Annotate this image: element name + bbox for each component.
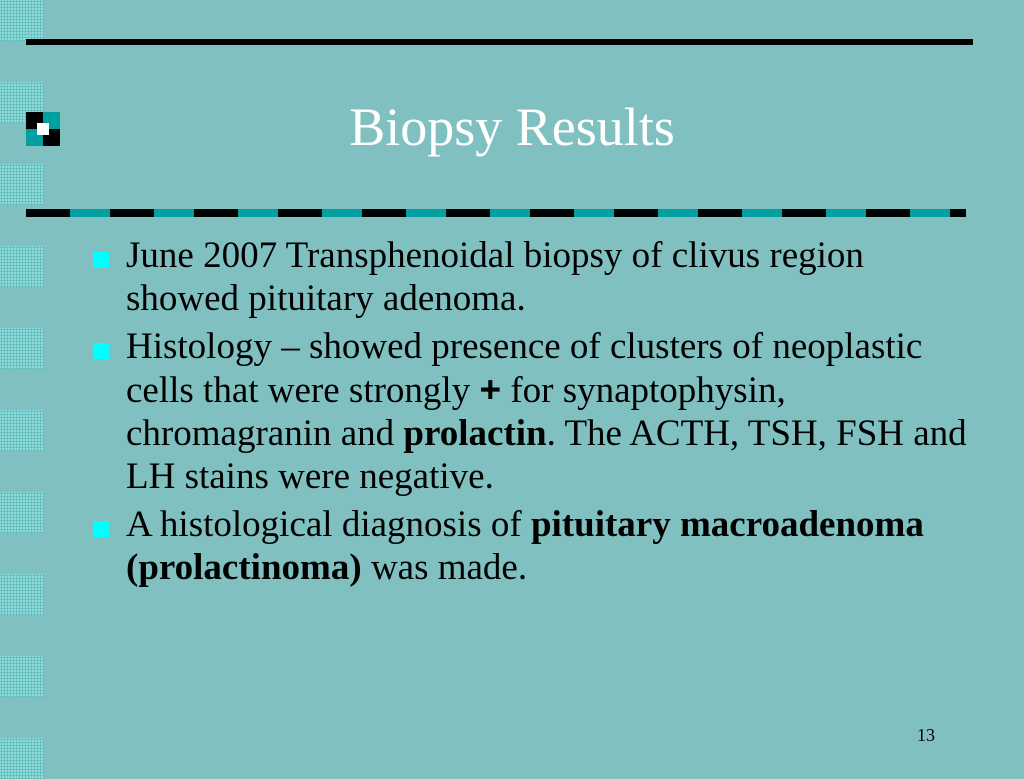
bullet-bold-text: pituitary macroadenoma (prolactinoma) bbox=[126, 504, 924, 588]
bullet-text: Histology – showed presence of clusters of neoplastic cells that were strongly bbox=[126, 326, 923, 411]
bullet-text: June 2007 Transphenoidal biopsy of clivus region showed pituitary adenoma. bbox=[126, 235, 864, 319]
bullet-text: was made. bbox=[361, 547, 528, 588]
bullet-item bbox=[90, 234, 970, 320]
bullet-plus-sign: + bbox=[479, 369, 502, 410]
page-number: 13 bbox=[917, 725, 935, 745]
bullet-text: for synaptophysin, chromagranin and bbox=[126, 370, 786, 454]
bullet-bold-text: prolactin bbox=[403, 413, 547, 454]
slide-title: Biopsy Results bbox=[349, 97, 675, 157]
top-rule bbox=[26, 39, 973, 45]
bullet-item bbox=[90, 503, 970, 589]
square-bullet-icon bbox=[93, 343, 109, 359]
title-underline-rule bbox=[26, 209, 966, 217]
square-bullet-icon bbox=[93, 521, 109, 537]
bullet-item bbox=[90, 325, 970, 498]
square-bullet-icon bbox=[93, 252, 109, 268]
bullet-list bbox=[90, 234, 970, 594]
bullet-text: . The ACTH, TSH, FSH and LH stains were negative. bbox=[126, 413, 967, 497]
bullet-text: A histological diagnosis of bbox=[126, 504, 531, 545]
